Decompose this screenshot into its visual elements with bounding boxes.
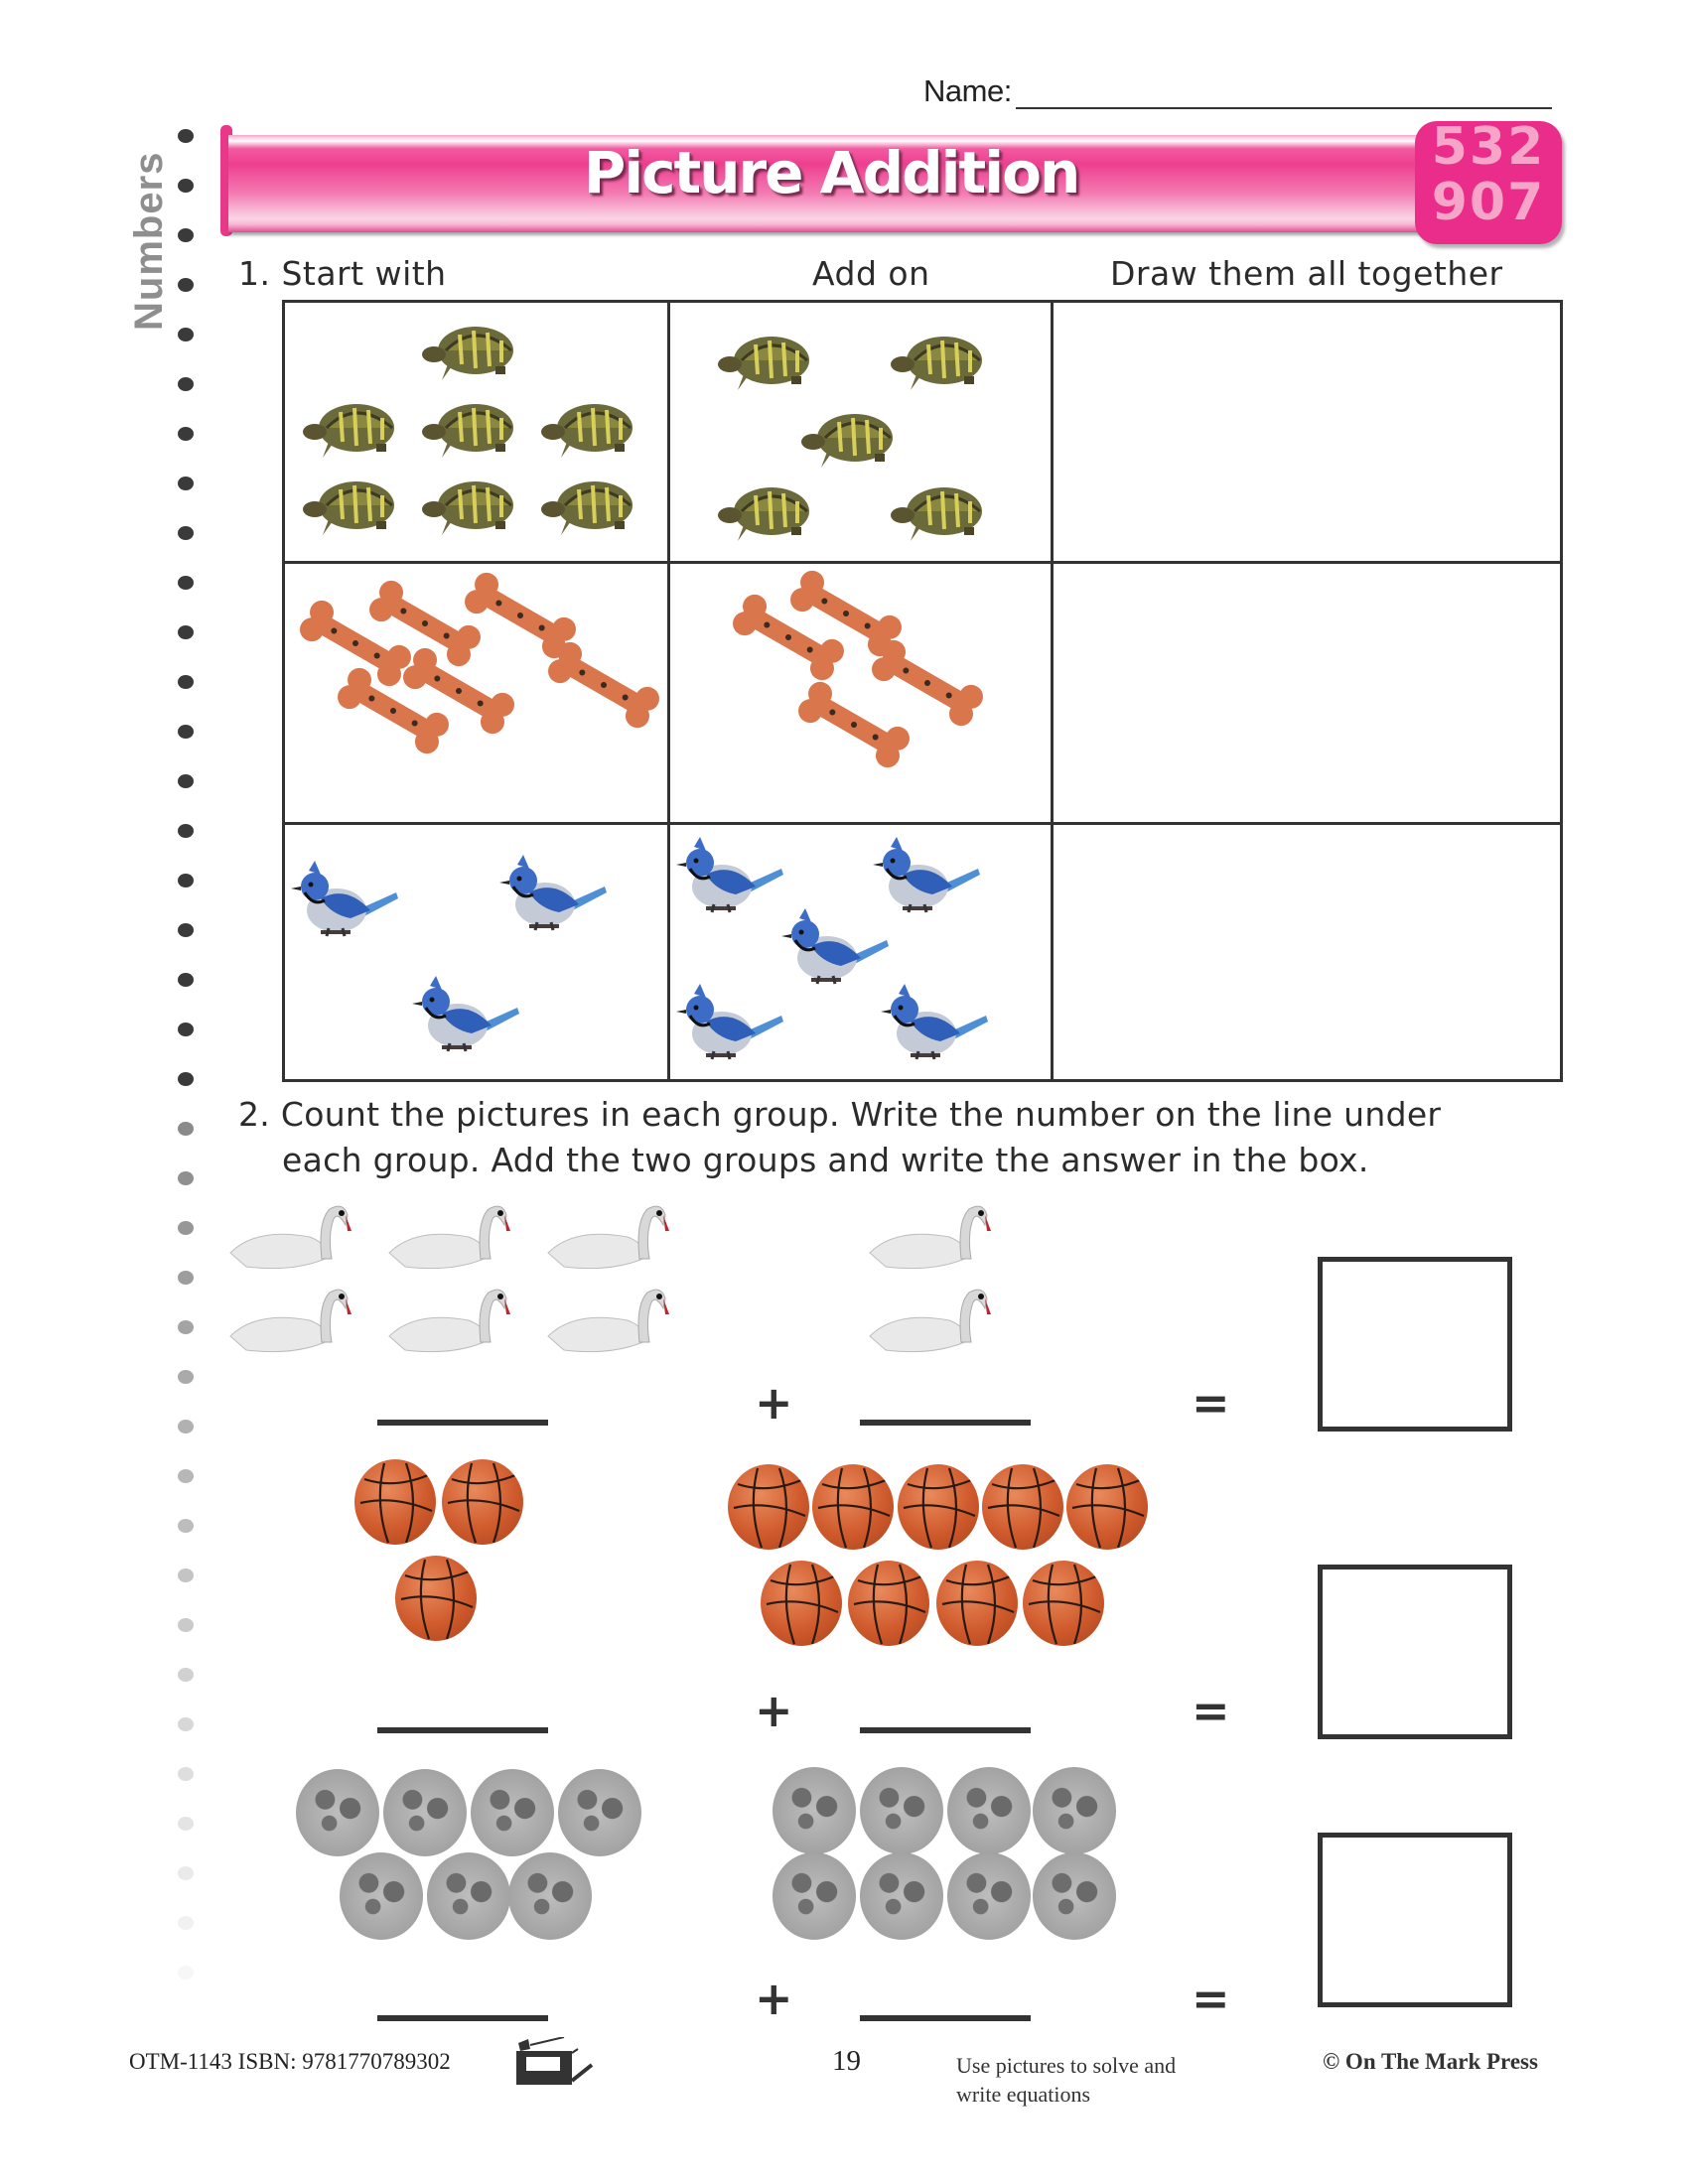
equals-sign: = bbox=[1192, 1972, 1230, 2025]
binder-hole-dot bbox=[178, 1271, 194, 1285]
instruction-line-1: 2. Count the pictures in each group. Write the number on the line under bbox=[238, 1095, 1442, 1134]
ball-icon bbox=[936, 1561, 1018, 1646]
binder-hole-dot bbox=[178, 1618, 194, 1632]
title-banner bbox=[220, 125, 1442, 236]
turtles-start-cell bbox=[285, 303, 670, 564]
sum-answer-box[interactable] bbox=[1318, 1833, 1512, 2007]
binder-hole-dot bbox=[178, 526, 194, 540]
turtle-icon bbox=[420, 321, 519, 382]
turtle-icon bbox=[420, 476, 519, 537]
group1-answer-line[interactable] bbox=[377, 1727, 548, 1733]
ball-icon bbox=[761, 1561, 842, 1646]
ball-icon bbox=[354, 1459, 436, 1545]
turtle-icon bbox=[889, 331, 988, 392]
binder-hole-dot bbox=[178, 874, 194, 887]
instruction-line-2: each group. Add the two groups and write the answer in the box. bbox=[282, 1141, 1369, 1179]
group2-answer-line[interactable] bbox=[860, 1727, 1031, 1733]
swan-icon bbox=[544, 1285, 683, 1356]
binder-hole-dot bbox=[178, 1519, 194, 1533]
turtle-icon bbox=[420, 398, 519, 460]
binder-hole-dot bbox=[178, 1221, 194, 1235]
binder-hole-dot bbox=[178, 576, 194, 590]
moon-icon bbox=[860, 1767, 943, 1854]
binder-hole-dot bbox=[178, 1966, 194, 1979]
binder-hole-dot bbox=[178, 1072, 194, 1086]
binder-hole-dot bbox=[178, 228, 194, 242]
ball-icon bbox=[1066, 1464, 1148, 1550]
moon-icon bbox=[947, 1767, 1031, 1854]
bird-icon bbox=[676, 982, 783, 1071]
group2-answer-line[interactable] bbox=[860, 1420, 1031, 1426]
moon-icon bbox=[383, 1769, 467, 1856]
ball-icon bbox=[982, 1464, 1063, 1550]
page-number: 19 bbox=[832, 2045, 861, 2077]
binder-hole-dot bbox=[178, 377, 194, 391]
bird-icon bbox=[291, 859, 398, 948]
name-input-line[interactable] bbox=[1016, 77, 1552, 109]
question-2-instructions bbox=[238, 1092, 1569, 1183]
turtle-icon bbox=[716, 481, 815, 543]
copyright: © On The Mark Press bbox=[1323, 2049, 1538, 2074]
bird-icon bbox=[499, 853, 607, 942]
swan-icon bbox=[866, 1285, 1005, 1356]
turtle-icon bbox=[539, 398, 638, 460]
moon-icon bbox=[296, 1769, 379, 1856]
column-header-start: 1. Start with bbox=[238, 254, 447, 293]
group1-answer-line[interactable] bbox=[377, 1420, 548, 1426]
numbers-badge-icon bbox=[1415, 117, 1562, 244]
swan-icon bbox=[226, 1285, 365, 1356]
turtles-draw-area[interactable] bbox=[1054, 303, 1560, 564]
name-label: Name: bbox=[923, 73, 1012, 108]
bird-icon bbox=[873, 835, 980, 924]
binder-hole-dot bbox=[178, 328, 194, 341]
turtles-add-cell bbox=[670, 303, 1054, 564]
ball-icon bbox=[395, 1556, 477, 1641]
plus-sign: + bbox=[755, 1376, 793, 1430]
binder-hole-dot bbox=[178, 1469, 194, 1483]
bird-icon bbox=[412, 974, 519, 1063]
bones-draw-area[interactable] bbox=[1054, 564, 1560, 825]
group2-answer-line[interactable] bbox=[860, 2015, 1031, 2021]
moon-icon bbox=[773, 1767, 856, 1854]
turtle-icon bbox=[301, 398, 400, 460]
binder-hole-dot bbox=[178, 1370, 194, 1384]
equals-sign: = bbox=[1192, 1684, 1230, 1737]
ball-icon bbox=[898, 1464, 979, 1550]
bird-icon bbox=[881, 982, 988, 1071]
moon-icon bbox=[340, 1852, 423, 1940]
product-code-isbn: OTM-1143 ISBN: 9781770789302 bbox=[129, 2049, 451, 2074]
binder-hole-dot bbox=[178, 1569, 194, 1582]
swan-icon bbox=[866, 1201, 1005, 1273]
swan-icon bbox=[385, 1285, 524, 1356]
bone-icon bbox=[542, 636, 665, 733]
binder-hole-dot bbox=[178, 1866, 194, 1880]
bird-icon bbox=[781, 906, 889, 996]
plus-sign: + bbox=[755, 1684, 793, 1737]
moon-icon bbox=[1033, 1767, 1116, 1854]
binder-hole-dot bbox=[178, 1171, 194, 1185]
binder-hole-dot bbox=[178, 129, 194, 143]
binder-hole-dot bbox=[178, 427, 194, 441]
moon-icon bbox=[860, 1852, 943, 1940]
binder-hole-dot bbox=[178, 774, 194, 788]
binder-hole-dot bbox=[178, 923, 194, 937]
binder-hole-dot bbox=[178, 824, 194, 838]
sum-answer-box[interactable] bbox=[1318, 1565, 1512, 1739]
moon-icon bbox=[427, 1852, 510, 1940]
plus-sign: + bbox=[755, 1972, 793, 2025]
binder-hole-dot bbox=[178, 179, 194, 193]
turtle-icon bbox=[301, 476, 400, 537]
birds-draw-area[interactable] bbox=[1054, 825, 1560, 1079]
moon-icon bbox=[508, 1852, 592, 1940]
binder-hole-dot bbox=[178, 625, 194, 639]
moon-icon bbox=[471, 1769, 554, 1856]
binder-hole-dot bbox=[178, 1717, 194, 1731]
binder-hole-dot bbox=[178, 1122, 194, 1136]
ball-icon bbox=[848, 1561, 929, 1646]
side-category-text: Numbers bbox=[127, 151, 171, 331]
binder-hole-dot bbox=[178, 278, 194, 292]
binder-hole-dot bbox=[178, 725, 194, 739]
badge-digits-top: 532 bbox=[1431, 117, 1546, 177]
swan-icon bbox=[385, 1201, 524, 1273]
moon-icon bbox=[558, 1769, 641, 1856]
binder-hole-dot bbox=[178, 1668, 194, 1682]
bones-add-cell bbox=[670, 564, 1054, 825]
bones-start-cell bbox=[285, 564, 670, 825]
binder-hole-dot bbox=[178, 1817, 194, 1831]
swan-icon bbox=[544, 1201, 683, 1273]
birds-add-cell bbox=[670, 825, 1054, 1079]
binder-hole-dot bbox=[178, 675, 194, 689]
turtle-icon bbox=[716, 331, 815, 392]
turtle-icon bbox=[889, 481, 988, 543]
binder-hole-dot bbox=[178, 1320, 194, 1334]
badge-digits-bottom: 907 bbox=[1431, 173, 1546, 232]
page-description bbox=[956, 2051, 1176, 2109]
sum-answer-box[interactable] bbox=[1318, 1257, 1512, 1432]
bird-icon bbox=[676, 835, 783, 924]
page-title: Picture Addition bbox=[583, 139, 1079, 206]
turtle-icon bbox=[799, 408, 899, 470]
binder-hole-dot bbox=[178, 1023, 194, 1036]
binder-hole-dot bbox=[178, 973, 194, 987]
moon-icon bbox=[947, 1852, 1031, 1940]
ball-icon bbox=[1023, 1561, 1104, 1646]
column-header-add: Add on bbox=[812, 254, 930, 293]
group1-answer-line[interactable] bbox=[377, 2015, 548, 2021]
addition-table bbox=[282, 300, 1563, 1082]
binder-hole-dot bbox=[178, 1767, 194, 1781]
description-line-2: write equations bbox=[956, 2082, 1091, 2107]
side-category-label bbox=[121, 127, 171, 336]
name-field bbox=[923, 69, 1552, 109]
column-header-draw: Draw them all together bbox=[1110, 254, 1503, 293]
binder-hole-dot bbox=[178, 1916, 194, 1930]
binder-hole-dot bbox=[178, 477, 194, 490]
moon-icon bbox=[1033, 1852, 1116, 1940]
binder-holes bbox=[178, 129, 198, 2015]
ball-icon bbox=[728, 1464, 809, 1550]
equals-sign: = bbox=[1192, 1376, 1230, 1430]
binder-hole-dot bbox=[178, 1420, 194, 1433]
moon-icon bbox=[773, 1852, 856, 1940]
description-line-1: Use pictures to solve and bbox=[956, 2053, 1177, 2078]
copier-icon bbox=[516, 2037, 612, 2087]
turtle-icon bbox=[539, 476, 638, 537]
birds-start-cell bbox=[285, 825, 670, 1079]
swan-icon bbox=[226, 1201, 365, 1273]
ball-icon bbox=[442, 1459, 523, 1545]
ball-icon bbox=[812, 1464, 894, 1550]
